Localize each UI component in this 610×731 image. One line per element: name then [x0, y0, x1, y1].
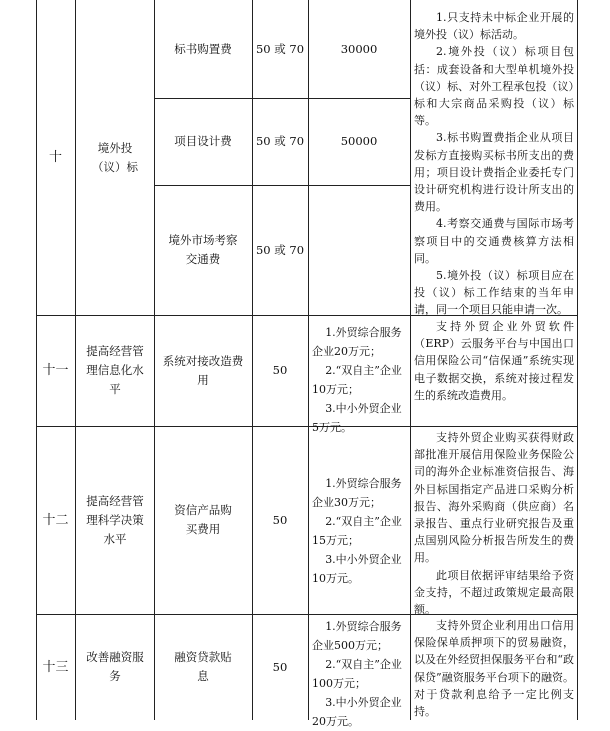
row-10-sub-3-limit	[308, 185, 410, 315]
table-divider-no	[75, 0, 76, 720]
row-12-rate: 50	[272, 512, 288, 527]
row-10-sub-1-name: 标书购置费	[174, 41, 232, 56]
row-11-notes	[414, 318, 574, 404]
row-12-notes	[414, 429, 574, 618]
row-11-limit-1: 1.外贸综合服务企业20万元；	[312, 326, 402, 358]
row-11-rate: 50	[272, 363, 288, 377]
row-10-sub-2-rate: 50 或 70	[255, 134, 305, 148]
row-11-note-1: 支持外贸企业外贸软件（ERP）云服务平台与中国出口信用保险公司“信保通”系统实现电子数据交换，系统对接过程发生的系统改造费用。	[414, 320, 574, 402]
row-10-note-1: 1.只支持未中标企业开展的境外投（议）标活动。	[414, 11, 574, 42]
row-13-limit-2: 2.“双自主”企业100万元；	[312, 658, 402, 690]
row-10-note-4: 4.考察交通费与国际市场考察项目中的交通费核算方法相同。	[414, 217, 574, 265]
row-11-limits	[312, 323, 408, 437]
row-13-rate: 50	[272, 659, 288, 674]
row-12-limit-1: 1.外贸综合服务企业30万元；	[312, 477, 402, 509]
row-12-content: 资信产品购买费用	[174, 503, 232, 536]
row-13-limits	[312, 617, 408, 731]
row-10-sub-1-limit: 30000	[340, 41, 378, 56]
row-13-limit-3: 3.中小外贸企业20万元。	[312, 696, 402, 728]
row-10-notes	[414, 9, 574, 319]
row-11-limit-3: 3.中小外贸企业5万元。	[312, 402, 402, 434]
row-13-note-1: 支持外贸企业利用出口信用保险保单质押项下的贸易融资，以及在外经贸担保服务平台和“政保贷”融资服务平台项下的融资。对于贷款利息给予一定比例支持。	[414, 619, 574, 719]
row-10-sub-3-rate: 50 或 70	[255, 242, 305, 257]
row-13-number: 十三	[42, 659, 69, 675]
row-12-limit-2: 2.“双自主”企业15万元；	[312, 515, 402, 547]
row-10-sub-3-name: 境外市场考察交通费	[168, 233, 238, 266]
row-11-content: 系统对接改造费用	[162, 353, 244, 387]
row-10-note-5: 5.境外投（议）标项目应在投（议）标工作结束的当年申请，同一个项目只能申请一次。	[414, 269, 574, 317]
row-13-project: 改善融资服务	[86, 650, 144, 683]
row-10-number: 十	[48, 150, 62, 165]
row-10-sub-2-name: 项目设计费	[174, 134, 232, 148]
row-10-sub-1-rate: 50 或 70	[255, 41, 305, 56]
row-10-note-3: 3.标书购置费指企业从项目发标方直接购买标书所支出的费用；项目设计费指企业委托专门设计研究机构进行设计所支出的费用。	[414, 131, 574, 214]
row-10-sub-2-limit: 50000	[340, 134, 378, 148]
row-12-note-2: 此项目依据评审结果给予资金支持，不超过政策规定最高限额。	[414, 568, 574, 617]
row-11-project: 提高经营管理信息化水平	[86, 344, 144, 396]
row-12-project: 提高经营管理科学决策水平	[86, 493, 144, 546]
row-12-limits	[312, 474, 408, 588]
row-10-note-2: 2.境外投（议）标项目包括：成套设备和大型单机境外投（议）标、对外工程承包投（议）标和大宗商品采购投（议）标等。	[414, 45, 574, 128]
row-10-project: 境外投（议）标	[92, 140, 138, 174]
row-13-limit-1: 1.外贸综合服务企业500万元；	[312, 620, 402, 652]
row-12-number: 十二	[42, 512, 69, 528]
row-13-content: 融资贷款贴息	[174, 650, 232, 683]
table-border-right	[577, 0, 578, 720]
table-divider-limit	[410, 0, 411, 720]
row-13-notes	[414, 617, 574, 720]
row-12-note-1: 支持外贸企业购买获得财政部批准开展信用保险业务保险公司的海外企业标准资信报告、海外目标国指定产品进口采购分析报告、海外采购商（供应商）名录报告、重点行业研究报告及重点国别风险分析报告所发生的费用。	[414, 431, 574, 565]
row-12-limit-3: 3.中小外贸企业10万元。	[312, 553, 402, 585]
row-11-number: 十一	[42, 363, 69, 378]
row-11-limit-2: 2.“双自主”企业10万元；	[312, 364, 402, 396]
